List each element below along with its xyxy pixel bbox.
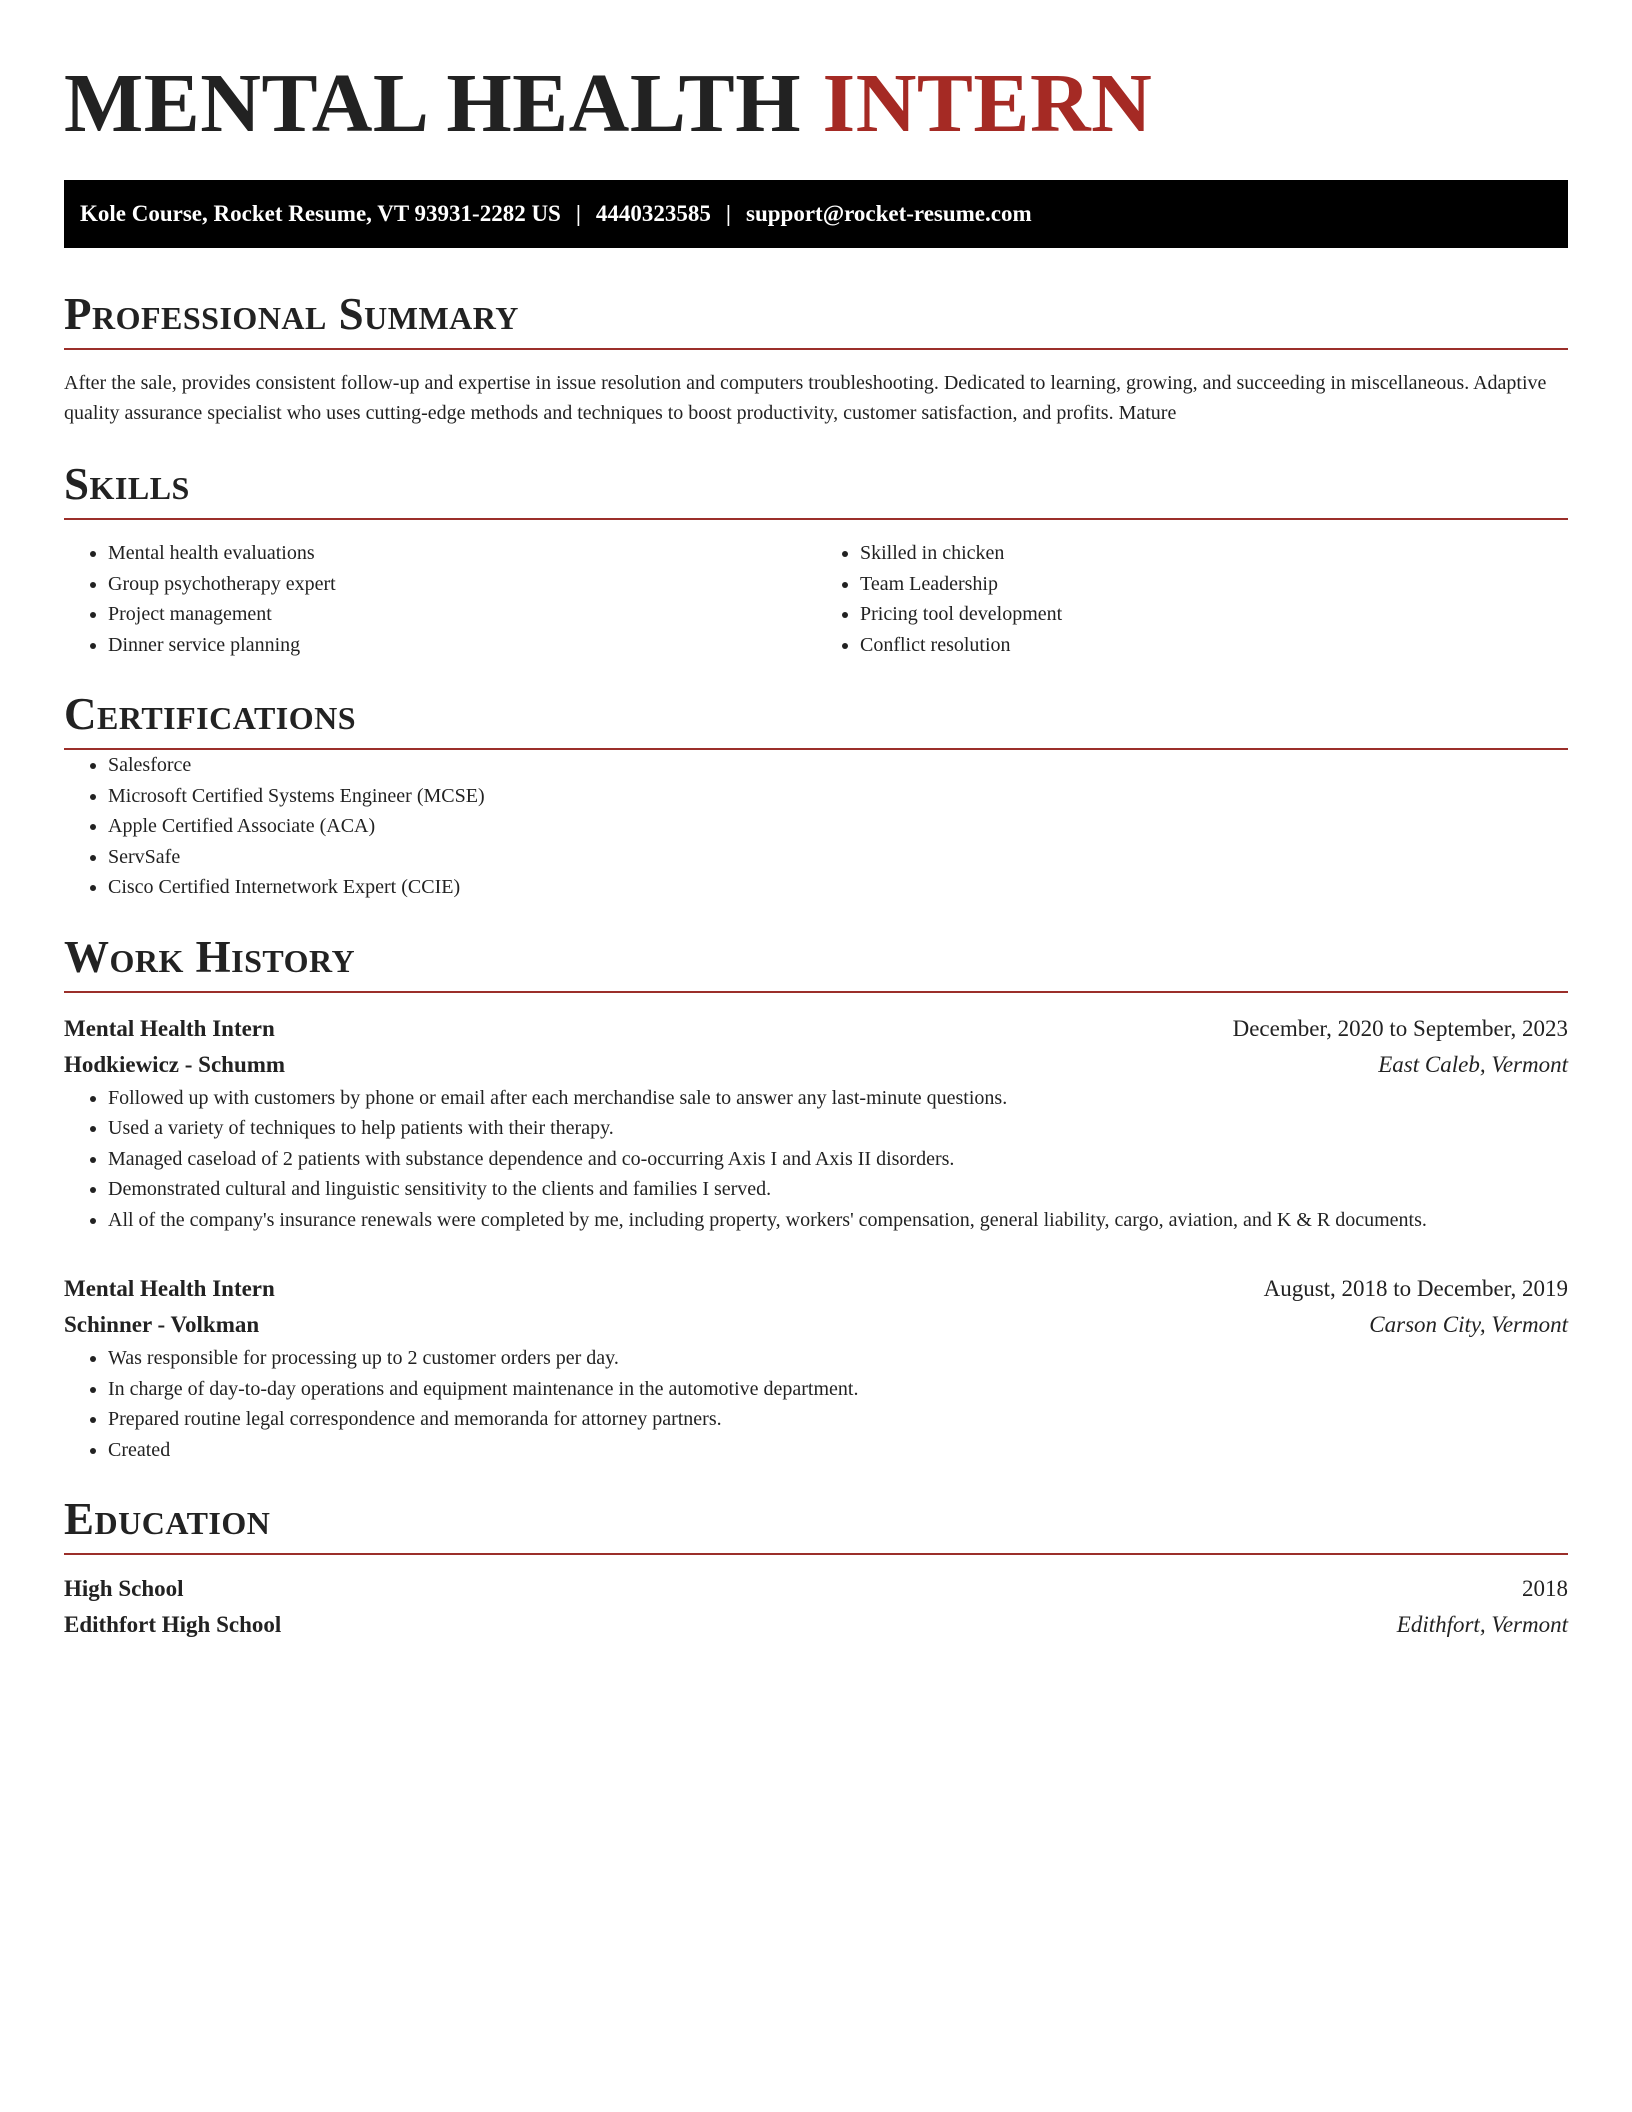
certification-item: • Cisco Certified Internetwork Expert (CCIE) xyxy=(108,872,1568,903)
title-role: MENTAL HEALTH xyxy=(64,57,802,150)
job-duties-list xyxy=(64,1343,1568,1465)
contact-email: support@rocket-resume.com xyxy=(746,201,1032,226)
certification-item: • ServSafe xyxy=(108,842,1568,873)
education-entry xyxy=(64,1571,1568,1643)
contact-phone: 4440323585 xyxy=(595,201,711,226)
education-school-row xyxy=(64,1607,1568,1643)
job-company: Schinner - Volkman xyxy=(64,1312,260,1337)
skill-item: • Skilled in chicken xyxy=(860,538,1568,569)
job-company: Hodkiewicz - Schumm xyxy=(64,1051,286,1077)
education-degree: High School xyxy=(64,1576,184,1601)
job-duty: • Demonstrated cultural and linguistic sensitivity to the clients and families I served. xyxy=(108,1174,1568,1205)
job-entry xyxy=(64,1271,1568,1465)
work-history-heading: Work History xyxy=(64,933,1568,993)
skill-item: • Team Leadership xyxy=(860,569,1568,600)
job-duty: • Prepared routine legal correspondence and memoranda for attorney partners. xyxy=(108,1404,1568,1435)
job-location: East Caleb, Vermont xyxy=(1378,1051,1568,1077)
job-entry xyxy=(64,1011,1568,1236)
job-title-row xyxy=(64,1271,1568,1307)
skill-item: • Group psychotherapy expert xyxy=(108,569,816,600)
certification-item: • Salesforce xyxy=(108,750,1568,781)
resume-title xyxy=(64,0,1568,152)
job-location: Carson City, Vermont xyxy=(1369,1312,1568,1337)
summary-text: After the sale, provides consistent follow-up and expertise in issue resolution and computers troubleshooting. Dedicated to learning, growing, and succeeding in miscellaneous. Adaptive quality assurance specialist who uses cutting-edge methods and techniques to boost productivity, customer satisfaction, and profits. Mature xyxy=(64,372,1547,424)
certification-item: • Apple Certified Associate (ACA) xyxy=(108,811,1568,842)
education-heading: Education xyxy=(64,1495,1568,1555)
education-year: 2018 xyxy=(1522,1576,1568,1601)
contact-bar xyxy=(64,180,1568,248)
contact-separator: | xyxy=(575,201,581,226)
summary-heading: Professional Summary xyxy=(64,290,1568,350)
job-duty: • Managed caseload of 2 patients with substance dependence and co-occurring Axis I and Axis II disorders. xyxy=(108,1144,1568,1175)
skill-item: • Project management xyxy=(108,599,816,630)
skills-list-right xyxy=(816,538,1568,660)
skill-item: • Conflict resolution xyxy=(860,630,1568,661)
job-company-row xyxy=(64,1047,1568,1083)
job-title-row xyxy=(64,1011,1568,1047)
job-duty: • In charge of day-to-day operations and equipment maintenance in the automotive department. xyxy=(108,1374,1568,1405)
job-title: Mental Health Intern xyxy=(64,1276,275,1301)
job-duty: • Used a variety of techniques to help patients with their therapy. xyxy=(108,1113,1568,1144)
skills-heading: Skills xyxy=(64,460,1568,520)
contact-separator: | xyxy=(725,201,731,226)
education-location: Edithfort, Vermont xyxy=(1396,1612,1568,1637)
job-duty: • All of the company's insurance renewals were completed by me, including property, workers' compensation, general liability, cargo, aviation, and K & R documents. xyxy=(108,1205,1568,1236)
certifications-list xyxy=(64,750,1568,903)
job-duties-list xyxy=(64,1083,1568,1236)
education-school: Edithfort High School xyxy=(64,1612,282,1637)
job-dates: December, 2020 to September, 2023 xyxy=(1232,1015,1568,1041)
contact-address: Kole Course, Rocket Resume, VT 93931-2282 US xyxy=(80,201,561,226)
job-company-row xyxy=(64,1307,1568,1343)
certification-item: • Microsoft Certified Systems Engineer (MCSE) xyxy=(108,781,1568,812)
job-duty: • Followed up with customers by phone or email after each merchandise sale to answer any last-minute questions. xyxy=(108,1083,1568,1114)
skills-grid xyxy=(64,538,1568,660)
skill-item: • Mental health evaluations xyxy=(108,538,816,569)
job-duty: • Was responsible for processing up to 2 customer orders per day. xyxy=(108,1343,1568,1374)
skill-item: • Dinner service planning xyxy=(108,630,816,661)
skills-list-left xyxy=(64,538,816,660)
title-role-highlight: INTERN xyxy=(822,57,1153,150)
job-title: Mental Health Intern xyxy=(64,1015,275,1041)
job-duty: • Created xyxy=(108,1435,1568,1466)
certifications-heading: Certifications xyxy=(64,690,1568,750)
skill-item: • Pricing tool development xyxy=(860,599,1568,630)
job-dates: August, 2018 to December, 2019 xyxy=(1263,1276,1568,1301)
education-degree-row xyxy=(64,1571,1568,1607)
